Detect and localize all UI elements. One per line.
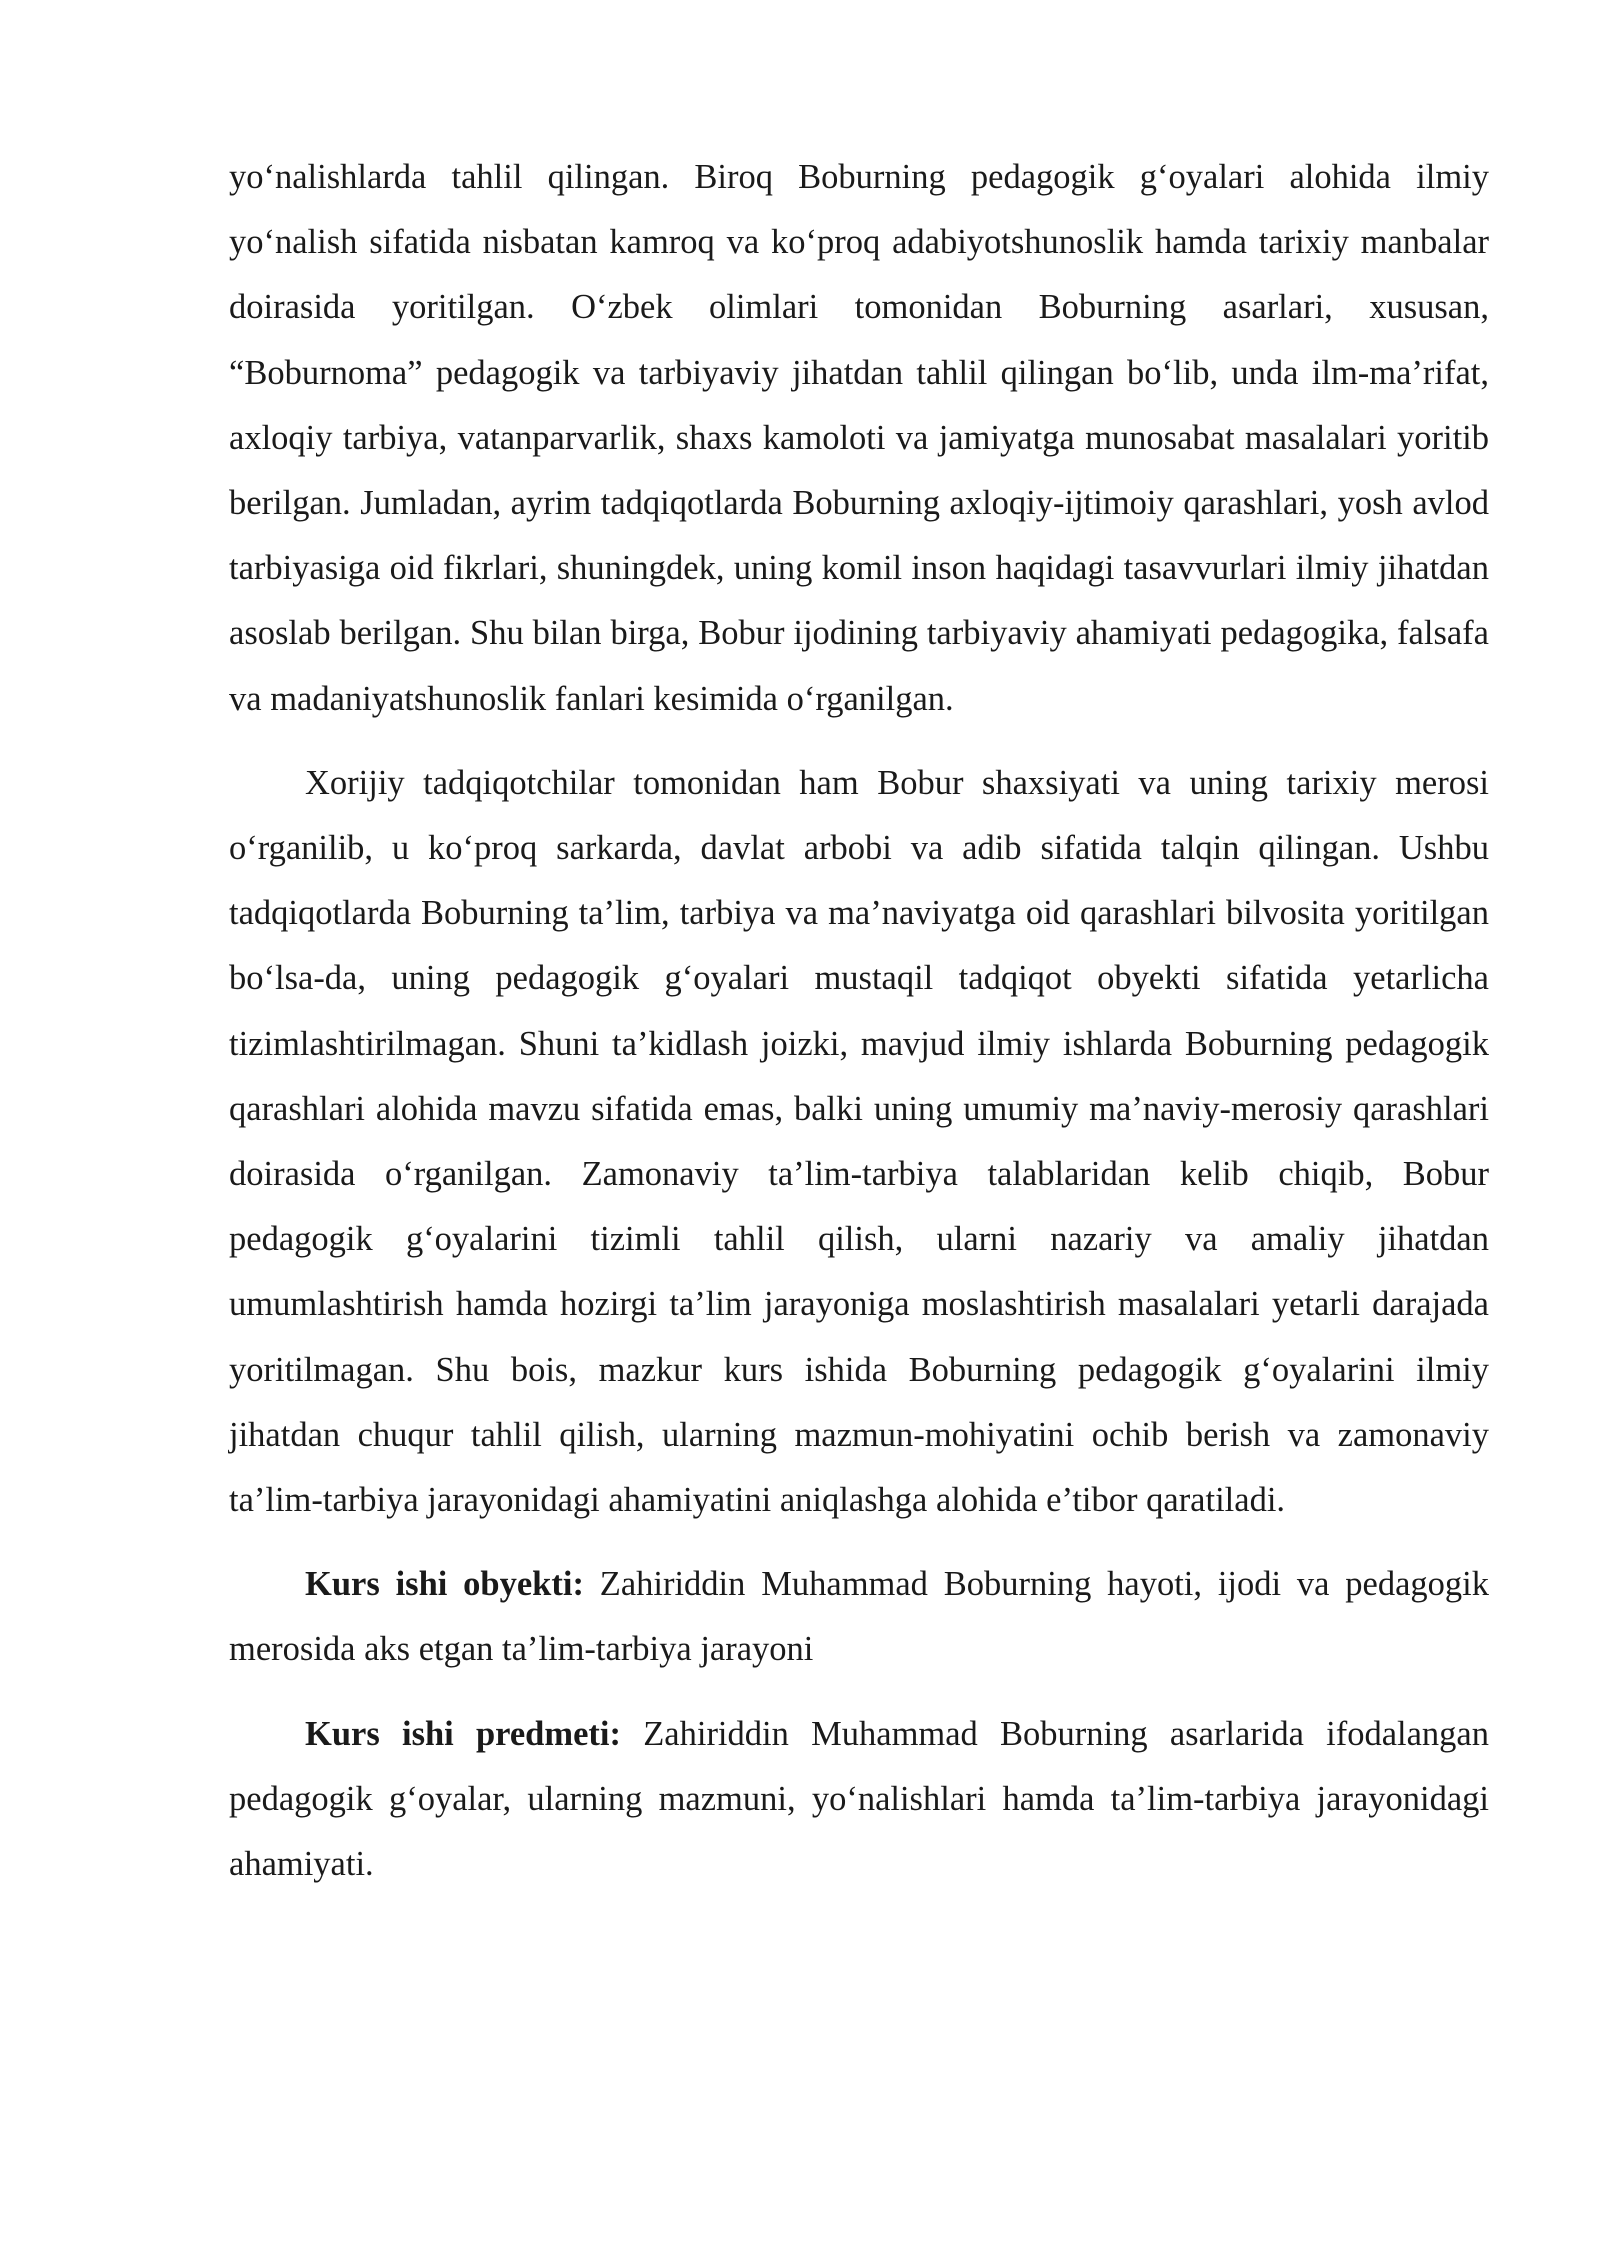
- body-paragraph-1: yo‘nalishlarda tahlil qilingan. Biroq Boburning pedagogik g‘oyalari alohida ilmiy yo‘nalish sifatida nisbatan kamroq va ko‘proq adabiyotshunoslik hamda tarixiy manbalar doirasida yoritilgan. O‘zbek olimlari tomonidan Boburning asarlari, xususan, “Boburnoma” pedagogik va tarbiyaviy jihatdan tahlil qilingan bo‘lib, unda ilm-ma’rifat, axloqiy tarbiya, vatanparvarlik, shaxs kamoloti va jamiyatga munosabat masalalari yoritib berilgan. Jumladan, ayrim tadqiqotlarda Boburning axloqiy-ijtimoiy qarashlari, yosh avlod tarbiyasiga oid fikrlari, shuningdek, uning komil inson haqidagi tasavvurlari ilmiy jihatdan asoslab berilgan. Shu bilan birga, Bobur ijodining tarbiyaviy ahamiyati pedagogika, falsafa va madaniyatshunoslik fanlari kesimida o‘rganilgan.: [229, 158, 1489, 718]
- course-object-text: Zahiriddin Muhammad Boburning hayoti, ijodi va pedagogik merosida aks etgan ta’lim-tarbiya jarayoni: [229, 1565, 1489, 1669]
- body-paragraph-2: Xorijiy tadqiqotchilar tomonidan ham Bobur shaxsiyati va uning tarixiy merosi o‘rganilib, u ko‘proq sarkarda, davlat arbobi va adib sifatida talqin qilingan. Ushbu tadqiqotlarda Boburning ta’lim, tarbiya va ma’naviyatga oid qarashlari bilvosita yoritilgan bo‘lsa-da, uning pedagogik g‘oyalari mustaqil tadqiqot obyekti sifatida yetarlicha tizimlashtirilmagan. Shuni ta’kidlash joizki, mavjud ilmiy ishlarda Boburning pedagogik qarashlari alohida mavzu sifatida emas, balki uning umumiy ma’naviy-merosiy qarashlari doirasida o‘rganilgan. Zamonaviy ta’lim-tarbiya talablaridan kelib chiqib, Bobur pedagogik g‘oyalarini tizimli tahlil qilish, ularni nazariy va amaliy jihatdan umumlashtirish hamda hozirgi ta’lim jarayoniga moslashtirish masalalari yetarli darajada yoritilmagan. Shu bois, mazkur kurs ishida Boburning pedagogik g‘oyalarini ilmiy jihatdan chuqur tahlil qilish, ularning mazmun-mohiyatini ochib berish va zamonaviy ta’lim-tarbiya jarayonidagi ahamiyatini aniqlashga alohida e’tibor qaratiladi.: [229, 763, 1489, 1520]
- course-subject-paragraph: [229, 1702, 1489, 1898]
- course-subject-label: Kurs ishi predmeti:: [305, 1714, 621, 1753]
- document-page: [229, 145, 1489, 1897]
- course-object-label: Kurs ishi obyekti:: [305, 1565, 584, 1604]
- course-object-paragraph: [229, 1552, 1489, 1682]
- course-subject-text: Zahiriddin Muhammad Boburning asarlarida ifodalangan pedagogik g‘oyalar, ularning mazmuni, yo‘nalishlari hamda ta’lim-tarbiya jarayonidagi ahamiyati.: [229, 1714, 1489, 1884]
